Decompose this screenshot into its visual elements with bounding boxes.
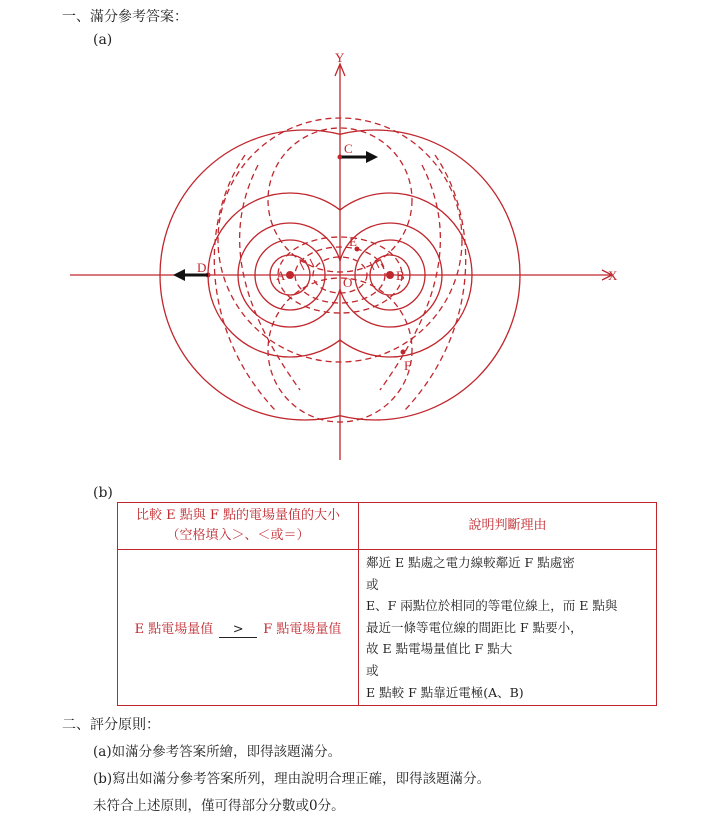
label-f: F [404,358,412,373]
reason-line: E、F 兩點位於相同的等電位線上，而 E 點與 [366,598,618,614]
label-e: E [349,234,357,249]
rule-item: (b)寫出如滿分參考答案所列，理由說明合理正確，即得該題滿分。 [93,771,491,787]
header-compare-line1: 比較 E 點與 F 點的電場量值的大小 [135,508,341,523]
reason-cell [359,550,657,706]
reason-line: 鄰近 E 點處之電力線較鄰近 F 點處密 [366,555,575,570]
point-c-dot [338,155,343,160]
compare-left-text: E 點電場量值 [134,621,214,637]
answer-table [117,502,657,706]
reason-line: 或 [366,576,379,592]
label-b: B [396,268,405,283]
reason-line: 故 E 點電場量值比 F 點大 [366,641,513,657]
part-b-label: (b) [93,485,113,501]
header-reason: 說明判斷理由 [359,503,657,550]
label-d: D [197,260,207,275]
rule-item: (a)如滿分參考答案所繪，即得該題滿分。 [93,744,342,760]
header-compare [118,503,359,550]
point-f-dot [401,350,406,355]
rule-item: 未符合上述原則，僅可得部分分數或0分。 [93,798,345,814]
label-a: A [276,268,286,283]
axis-x-label: X [608,268,618,283]
compare-cell [118,550,359,706]
compare-right-text: F 點電場量值 [263,621,342,637]
label-c: C [344,141,353,156]
part-a-label: (a) [93,32,113,48]
label-o: O [343,275,353,290]
point-b-dot [386,271,394,279]
reason-line: 或 [366,662,379,678]
axis-y-label: Y [335,50,345,65]
section-1-title: 一、滿分參考答案： [62,9,188,25]
header-compare-line2: （空格填入＞、＜或＝） [166,528,310,543]
compare-answer-blank: > [219,622,257,638]
reason-line: E 點較 F 點靠近電極(A、B) [366,684,524,700]
point-a-dot [286,271,294,279]
section-2-title: 二、評分原則： [62,717,160,733]
reason-line: 最近一條等電位線的間距比 F 點要小， [366,619,583,635]
field-line-diagram [60,45,640,465]
